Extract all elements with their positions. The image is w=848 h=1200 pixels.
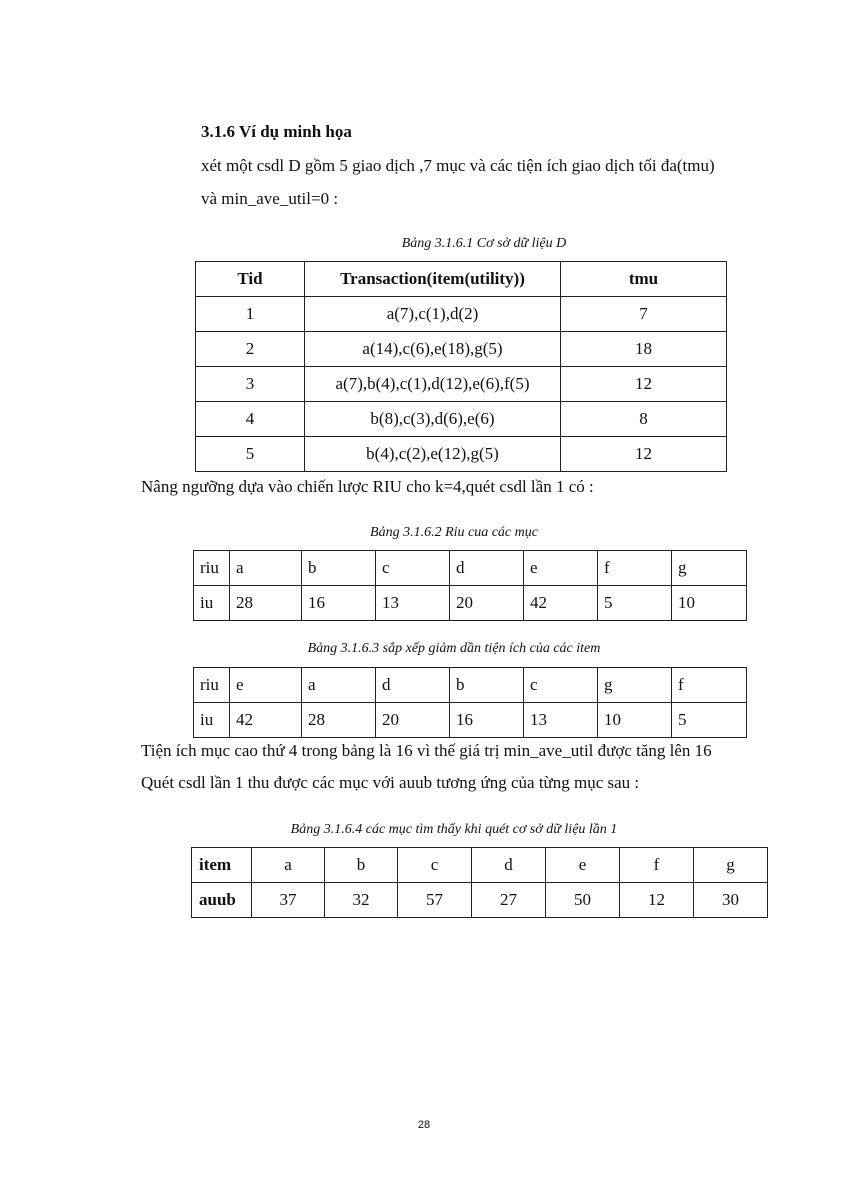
sorted-utility-table	[193, 667, 747, 738]
row-header-item: item	[192, 848, 252, 883]
table-cell: b	[325, 848, 398, 883]
table-cell: 28	[302, 703, 376, 738]
table-row	[196, 367, 727, 402]
table-row	[194, 668, 747, 703]
transaction-table	[195, 261, 727, 472]
cell-transaction: b(4),c(2),e(12),g(5)	[305, 437, 561, 472]
table-cell: 27	[472, 883, 546, 918]
riu-table	[193, 550, 747, 621]
section-heading: 3.1.6 Ví dụ minh họa	[201, 122, 352, 141]
table-cell: c	[524, 668, 598, 703]
table-cell: f	[598, 551, 672, 586]
page-number: 28	[417, 1119, 431, 1131]
table1-caption: Bảng 3.1.6.1 Cơ sở dữ liệu D	[401, 236, 567, 251]
table-row	[192, 883, 768, 918]
table-cell: a	[252, 848, 325, 883]
table-cell: 57	[398, 883, 472, 918]
cell-transaction: a(7),c(1),d(2)	[305, 297, 561, 332]
auub-table	[191, 847, 768, 918]
table-cell: 5	[672, 703, 747, 738]
header-tmu: tmu	[561, 262, 727, 297]
table-cell: 10	[598, 703, 672, 738]
table-cell: d	[472, 848, 546, 883]
table-cell: a	[302, 668, 376, 703]
cell-transaction: b(8),c(3),d(6),e(6)	[305, 402, 561, 437]
table-cell: 16	[450, 703, 524, 738]
table-cell: g	[672, 551, 747, 586]
table-cell: 20	[450, 586, 524, 621]
table-cell: riu	[194, 551, 230, 586]
table-row	[192, 848, 768, 883]
row-header-auub: auub	[192, 883, 252, 918]
auub-paragraph: Quét csdl lần 1 thu được các mục với auub tương ứng của từng mục sau :	[141, 773, 640, 792]
table-cell: riu	[194, 668, 230, 703]
intro-line-1: xét một csdl D gồm 5 giao dịch ,7 mục và các tiện ích giao dịch tối đa(tmu)	[201, 156, 715, 175]
table-cell: f	[620, 848, 694, 883]
table-cell: d	[450, 551, 524, 586]
cell-tmu: 12	[561, 437, 727, 472]
table-row	[196, 402, 727, 437]
table-cell: 28	[230, 586, 302, 621]
table-cell: 5	[598, 586, 672, 621]
table-cell: 16	[302, 586, 376, 621]
table3-caption: Bảng 3.1.6.3 sắp xếp giảm dần tiện ích của các item	[307, 641, 601, 656]
table-cell: 12	[620, 883, 694, 918]
cell-tid: 4	[196, 402, 305, 437]
table-cell: iu	[194, 703, 230, 738]
table-cell: d	[376, 668, 450, 703]
cell-tid: 1	[196, 297, 305, 332]
table-row	[194, 551, 747, 586]
header-transaction: Transaction(item(utility))	[305, 262, 561, 297]
table-cell: iu	[194, 586, 230, 621]
table-cell: 13	[376, 586, 450, 621]
table-cell: c	[376, 551, 450, 586]
cell-tmu: 7	[561, 297, 727, 332]
table-header-row	[196, 262, 727, 297]
riu-paragraph: Nâng ngưỡng dựa vào chiến lược RIU cho k=4,quét csdl lần 1 có :	[141, 477, 594, 496]
table-row	[194, 586, 747, 621]
intro-line-2: và min_ave_util=0 :	[201, 189, 339, 208]
cell-tid: 2	[196, 332, 305, 367]
table-cell: g	[598, 668, 672, 703]
table-cell: f	[672, 668, 747, 703]
table-cell: a	[230, 551, 302, 586]
cell-transaction: a(14),c(6),e(18),g(5)	[305, 332, 561, 367]
cell-transaction: a(7),b(4),c(1),d(12),e(6),f(5)	[305, 367, 561, 402]
header-tid: Tid	[196, 262, 305, 297]
table-cell: 42	[524, 586, 598, 621]
table-cell: 32	[325, 883, 398, 918]
table-cell: g	[694, 848, 768, 883]
table-cell: 10	[672, 586, 747, 621]
table-cell: e	[230, 668, 302, 703]
cell-tid: 3	[196, 367, 305, 402]
min-ave-util-paragraph: Tiện ích mục cao thứ 4 trong bảng là 16 vì thế giá trị min_ave_util được tăng lên 16	[141, 741, 712, 760]
table-cell: 13	[524, 703, 598, 738]
table-row	[196, 297, 727, 332]
table-cell: e	[546, 848, 620, 883]
table4-caption: Bảng 3.1.6.4 các mục tìm thấy khi quét cơ sở dữ liệu lần 1	[290, 822, 618, 837]
table-row	[194, 703, 747, 738]
cell-tid: 5	[196, 437, 305, 472]
table-cell: 42	[230, 703, 302, 738]
table-cell: 50	[546, 883, 620, 918]
table-cell: e	[524, 551, 598, 586]
cell-tmu: 8	[561, 402, 727, 437]
cell-tmu: 18	[561, 332, 727, 367]
table-cell: b	[450, 668, 524, 703]
cell-tmu: 12	[561, 367, 727, 402]
table-cell: 30	[694, 883, 768, 918]
table-cell: b	[302, 551, 376, 586]
table2-caption: Bảng 3.1.6.2 Riu cua các mục	[370, 525, 538, 540]
table-cell: 20	[376, 703, 450, 738]
table-row	[196, 332, 727, 367]
table-cell: 37	[252, 883, 325, 918]
table-row	[196, 437, 727, 472]
table-cell: c	[398, 848, 472, 883]
